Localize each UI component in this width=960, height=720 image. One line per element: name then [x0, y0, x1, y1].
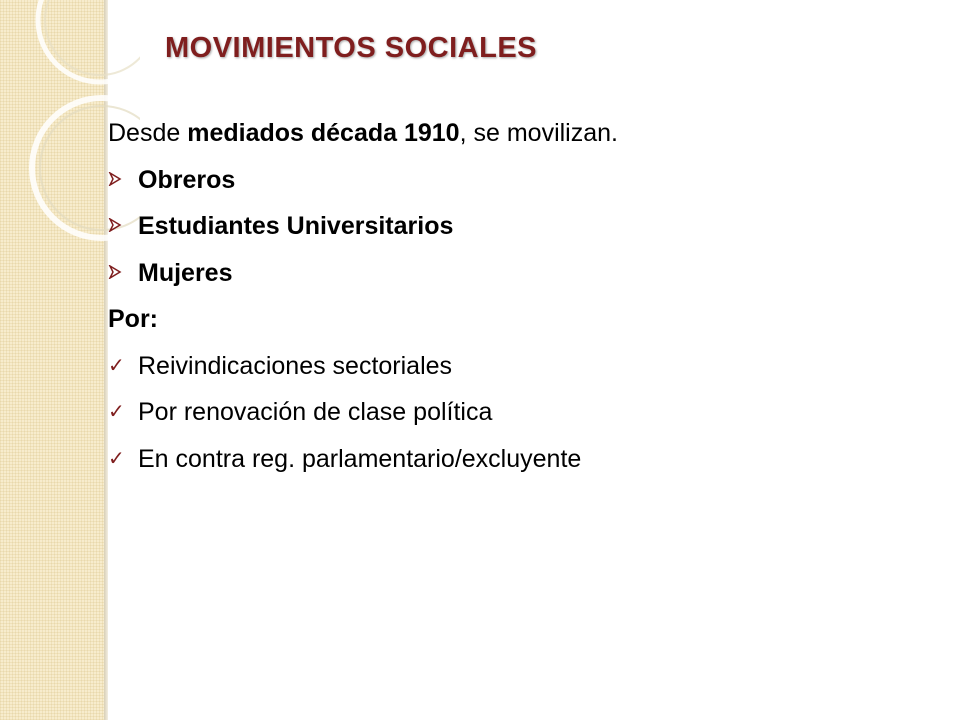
- list-item: [108, 343, 928, 390]
- list-item: [108, 157, 928, 204]
- por-label: Por:: [108, 305, 158, 333]
- intro-line: [108, 110, 928, 157]
- intro-bold: mediados década 1910: [187, 119, 460, 147]
- list-item: [108, 203, 928, 250]
- slide-title: MOVIMIENTOS SOCIALES: [165, 32, 538, 64]
- slide-content: [108, 110, 928, 482]
- reason-item: Por renovación de clase política: [138, 398, 493, 426]
- intro-suffix: , se movilizan.: [459, 119, 618, 147]
- list-item: [108, 389, 928, 436]
- list-item: [108, 436, 928, 483]
- arrowhead-bullet-icon: [108, 157, 138, 204]
- group-item-mujeres: Mujeres: [138, 258, 233, 287]
- checkmark-bullet-icon: ✓: [108, 354, 125, 377]
- arrowhead-bullet-icon: [108, 250, 138, 297]
- checkmark-bullet-icon: ✓: [108, 401, 125, 423]
- group-item-estudiantes: Estudiantes Universitarios: [138, 212, 454, 240]
- checkmark-bullet-icon: ✓: [108, 447, 125, 470]
- intro-prefix: Desde: [108, 119, 188, 147]
- por-line: [108, 296, 928, 343]
- list-item: [108, 250, 928, 297]
- reason-item: En contra reg. parlamentario/excluyente: [138, 444, 582, 473]
- arrowhead-bullet-icon: [108, 203, 138, 250]
- group-item-obreros: Obreros: [138, 165, 236, 194]
- reason-item: Reivindicaciones sectoriales: [138, 351, 453, 380]
